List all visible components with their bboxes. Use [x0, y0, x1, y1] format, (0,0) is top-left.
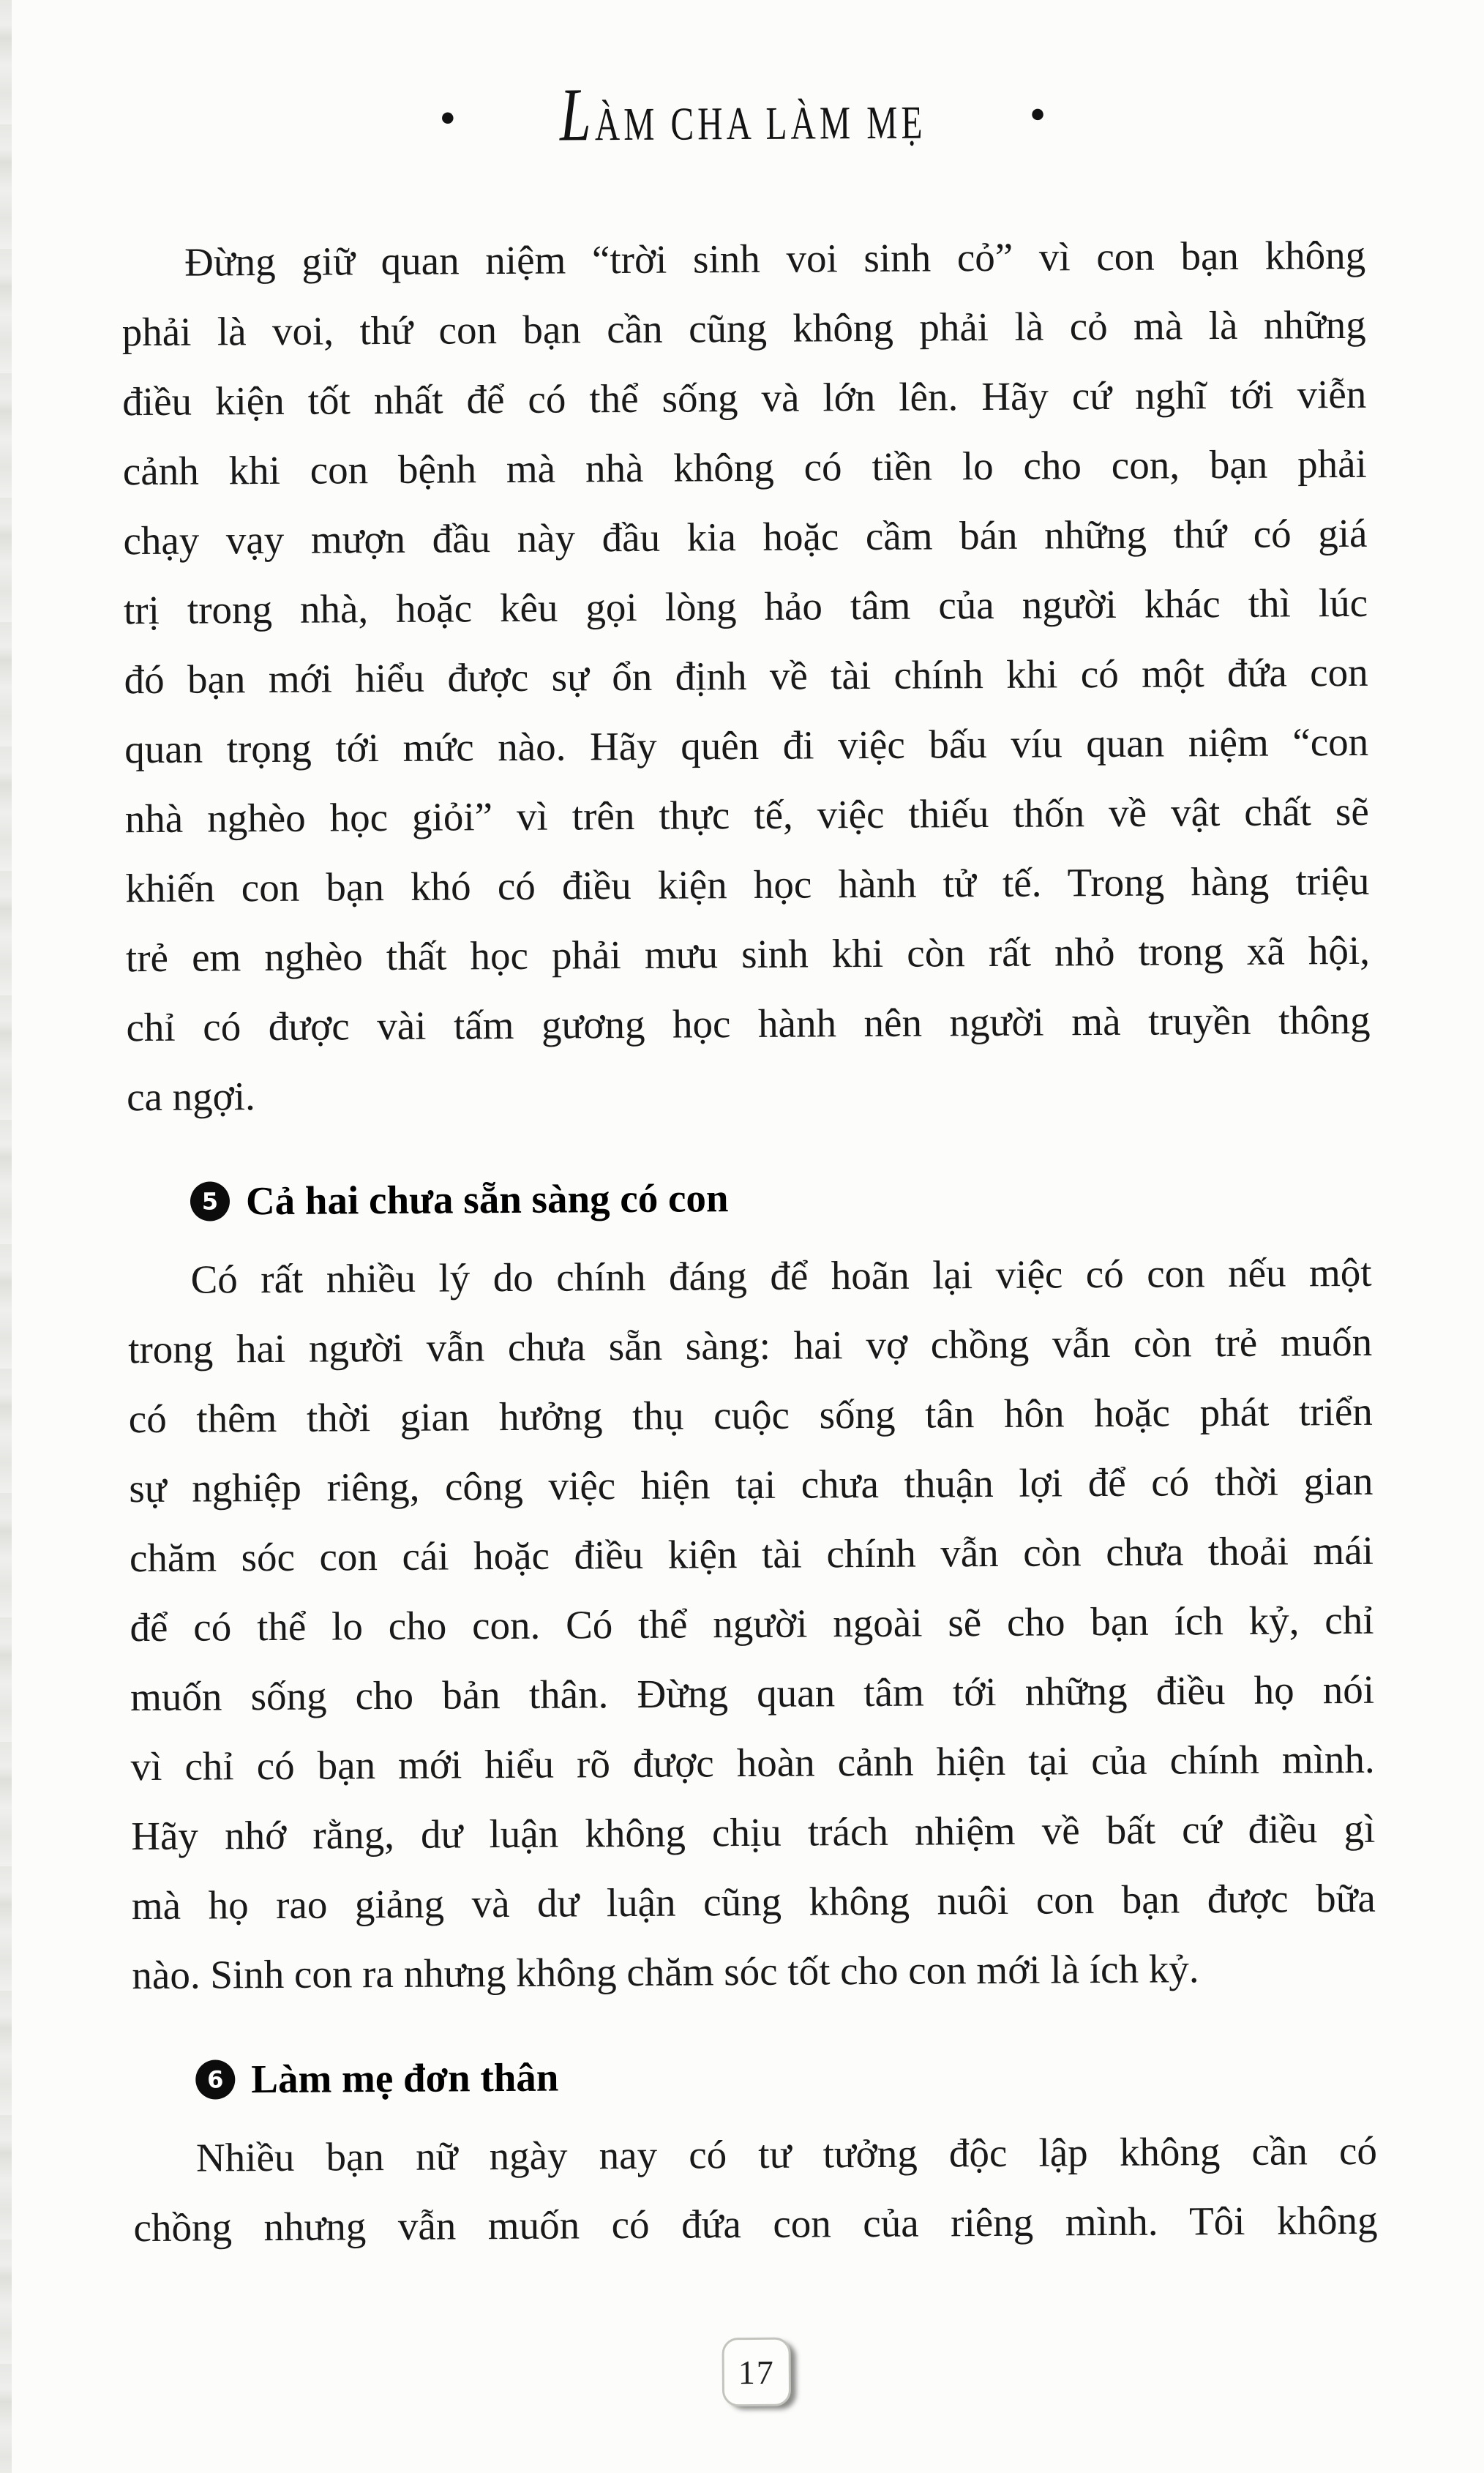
page-content	[120, 0, 1379, 2410]
section-5-heading	[127, 1159, 1372, 1236]
text-line: phải là voi, thứ con bạn cần cũng không phải là cỏ mà là những	[121, 302, 1366, 355]
text-line: đó bạn mới hiểu được sự ổn định về tài chính khi có một đứa con	[124, 649, 1368, 703]
text-line: muốn sống cho bản thân. Đừng quan tâm tới những điều họ nói	[130, 1666, 1375, 1720]
text-line: khiến con bạn khó có điều kiện học hành tử tế. Trong hàng triệu	[125, 858, 1370, 911]
page-number: 17	[738, 2353, 775, 2391]
page-title: LÀM CHA LÀM MẸ	[559, 73, 926, 157]
header-left-dot-icon: ●	[439, 102, 456, 132]
header-right-dot-icon: ●	[1030, 98, 1046, 128]
text-line: vì chỉ có bạn mới hiểu rõ được hoàn cảnh hiện tại của chính mình.	[130, 1736, 1375, 1789]
text-line: quan trọng tới mức nào. Hãy quên đi việc bấu víu quan niệm “con	[124, 719, 1369, 772]
text-line: sự nghiệp riêng, công việc hiện tại chưa thuận lợi để có thời gian	[129, 1458, 1374, 1511]
section-6-heading	[132, 2038, 1377, 2114]
page-header	[121, 64, 1365, 166]
opening-paragraph	[121, 220, 1371, 1131]
text-line: Hãy nhớ rằng, dư luận không chịu trách nhiệm về bất cứ điều gì	[131, 1806, 1376, 1859]
text-line: Đừng giữ quan niệm “trời sinh voi sinh cỏ” vì con bạn không	[184, 232, 1366, 285]
text-line: điều kiện tốt nhất để có thể sống và lớn lên. Hãy cứ nghĩ tới viễn	[122, 371, 1367, 424]
text-line: mà họ rao giảng và dư luận cũng không nuôi con bạn được bữa	[131, 1875, 1376, 1928]
text-line: ca ngợi.	[126, 1074, 255, 1120]
section-5-paragraph	[127, 1238, 1376, 2010]
text-line: nhà nghèo học giỏi” vì trên thực tế, việc thiếu thốn về vật chất sẽ	[124, 788, 1369, 842]
section-5-title: Cả hai chưa sẵn sàng có con	[245, 1175, 729, 1224]
section-6-number: 6	[207, 2065, 224, 2094]
text-line: trẻ em nghèo thất học phải mưu sinh khi còn rất nhỏ trong xã hội,	[125, 927, 1371, 981]
text-line: chăm sóc con cái hoặc điều kiện tài chính vẫn còn chưa thoải mái	[129, 1527, 1374, 1581]
section-6-bullet-icon	[195, 2059, 235, 2099]
text-line: để có thể lo cho con. Có thể người ngoài sẽ cho bạn ích kỷ, chỉ	[130, 1597, 1374, 1650]
section-5-bullet-icon	[190, 1181, 230, 1221]
text-line: có thêm thời gian hưởng thụ cuộc sống tân hôn hoặc phát triển	[128, 1388, 1373, 1442]
text-line: trị trong nhà, hoặc kêu gọi lòng hảo tâm của người khác thì lúc	[123, 580, 1368, 633]
text-line: chồng nhưng vẫn muốn có đứa con của riêng mình. Tôi không	[133, 2197, 1378, 2251]
page-gutter-shadow	[0, 0, 12, 2473]
section-6-title: Làm mẹ đơn thân	[251, 2054, 559, 2102]
text-line: Nhiều bạn nữ ngày nay có tư tưởng độc lập không cần có	[195, 2128, 1378, 2180]
section-6-paragraph	[133, 2116, 1378, 2262]
text-line: chỉ có được vài tấm gương học hành nên người mà truyền thông	[126, 997, 1371, 1050]
page-footer	[134, 2334, 1379, 2410]
text-line: Có rất nhiều lý do chính đáng để hoãn lại việc có con nếu một	[190, 1249, 1372, 1302]
section-5-number: 5	[201, 1186, 219, 1216]
page-number-badge	[722, 2338, 791, 2407]
text-line: nào. Sinh con ra nhưng không chăm sóc tốt cho con mới là ích kỷ.	[132, 1946, 1199, 1998]
text-line: chạy vạy mượn đầu này đầu kia hoặc cầm bán những thứ có giá	[123, 510, 1368, 564]
text-line: trong hai người vẫn chưa sẵn sàng: hai vợ chồng vẫn còn trẻ muốn	[128, 1319, 1373, 1372]
text-line: cảnh khi con bệnh mà nhà không có tiền lo cho con, bạn phải	[122, 441, 1368, 494]
